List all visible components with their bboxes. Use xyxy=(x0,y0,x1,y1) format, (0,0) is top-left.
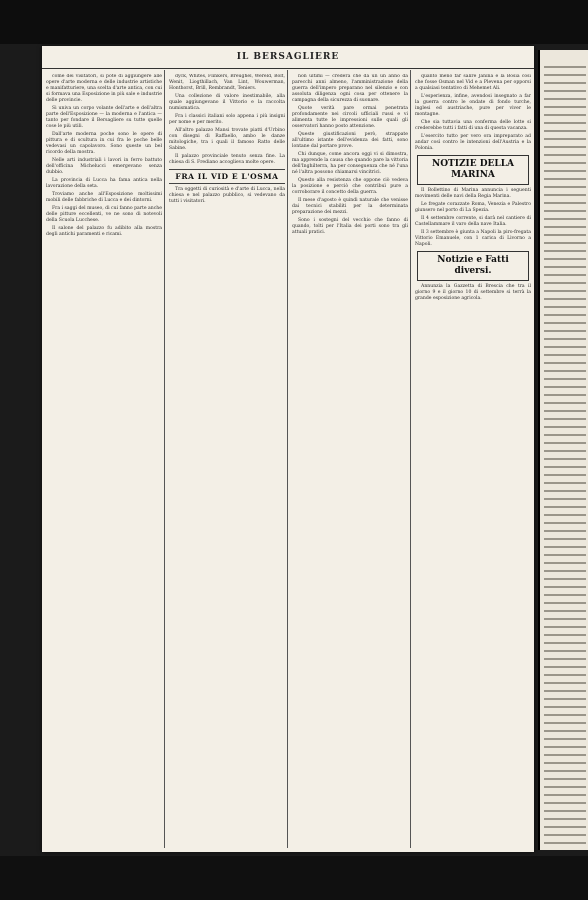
paragraph: Sono i sostegni del vecchio che fanno di quando, tolti per l'Italia dei porti sono tra gli attuali pratici. xyxy=(292,218,408,235)
paragraph: Il 4 settembre corrente, si darà nel cantiere di Castellammare il varo della nave Italia. xyxy=(415,216,531,227)
adjacent-page-edge xyxy=(538,50,588,850)
viewer-top-bar xyxy=(0,0,588,44)
paragraph: Il mese d'agosto è quindi naturale che venisse dai tecnici stabiliti per la determinata preparazione dei mezzi. xyxy=(292,198,408,215)
paragraph: quanto meno far salire Janina e la Bosia così che fosse Osman nel Vid e a Plevena per opporsi a qualsiasi tentativo di Mehemet Ali. xyxy=(415,74,531,91)
paragraph: Annunzia la Gazzetta di Brescia che tra il giorno 9 e il giorno 10 di settembre si terrà la grande esposizione agricola. xyxy=(415,284,531,301)
paragraph: Le fregate corazzate Roma, Venezia e Palestro giunsero nel porto di La Spezia. xyxy=(415,202,531,213)
masthead-title: IL BERSAGLIERE xyxy=(236,52,340,62)
paragraph: Il salone del palazzo fu adibito alla mostra degli antichi paramenti e ricami. xyxy=(46,226,162,237)
paragraph: non ultimi — crederà che da un un anno da parecchi anni almeno, l'amministrazione della guerra dell'impero preparano nel silenzio e con assoluta diligenza ogni cosa per ottenere la campagna della sicurezza di suonare. xyxy=(292,74,408,103)
paragraph: Una collezione di valore inestimabile, alla quale aggiungevano il Vittorio e la raccolta numismatica. xyxy=(169,94,285,111)
paragraph: Il palazzo provinciale tenuto senza fine. La chiesa di S. Frediano accoglieva molte opere. xyxy=(169,154,285,165)
column-rule xyxy=(164,70,165,848)
text-column-4 xyxy=(415,74,531,846)
paragraph: Dall'arte moderna poche sono le opere di pittura e di scultura in cui fra le poche belle vedevasi un capolavoro. Sono queste un bel ricordo della mostra. xyxy=(46,132,162,155)
paragraph: come dei visitatori, si potè di aggiungere alle opere d'arte moderna e delle industrie artistiche e manifatturiere, una scelta d'arte antica, con cui si formava una Esposizione in più sale e industrie delle provincie. xyxy=(46,74,162,103)
section-title-notizie: Notizie e Fatti diversi. xyxy=(437,255,509,276)
paragraph: Queste giustificazioni però, strappate all'ultimo istante dell'evidenza dei fatti, sono lontane dal portare prove. xyxy=(292,132,408,149)
text-column-2 xyxy=(169,74,285,846)
paragraph: L'esercito tutto per vero ora impreparato ad andar così contro le intenzioni dell'Austria e la Polonia. xyxy=(415,134,531,151)
paragraph: Nelle arti industriali i lavori in ferro battuto dell'officina Michelucci emergevano senza dubbio. xyxy=(46,158,162,175)
article-headline: FRA IL VID E L'OSMA xyxy=(175,172,279,181)
column-rule xyxy=(287,70,288,848)
paragraph: Quote verità pare ormai penetrata profondamente nei circoli ufficiali russi e vi alimenta tutte le impressioni sulle quali gli osservatori hanno posto attenzione. xyxy=(292,106,408,129)
paragraph: Il 3 settembre è giunta a Napoli la piro-fregata Vittorio Emanuele, con 1 carica di Livorno a Napoli. xyxy=(415,230,531,247)
paragraph: Il Bollettino di Marina annuncia i seguenti movimenti delle navi della Regia Marina. xyxy=(415,188,531,199)
section-title-marina: NOTIZIE DELLA MARINA xyxy=(431,159,515,180)
paragraph: Che sia tuttavia una conferma delle lotte si crederebbe tutti i fatti di una di questa vacanza. xyxy=(415,120,531,131)
paragraph: Troviamo anche all'Esposizione moltissimi mobili delle fabbriche di Lucca e dei dintorni. xyxy=(46,192,162,203)
paragraph: Tra oggetti di curiosità e d'arte di Lucca, nella chiesa e nel palazzo pubblico, si vedevano da tutti i visitatori. xyxy=(169,187,285,204)
paragraph: Questo alla resistenza che oppone ciò vedeva la posizione e perciò che contribuì pure a corroborare il concetto della guerra. xyxy=(292,178,408,195)
paragraph: Si univa un corpo volante dell'arte e dell'altra parte dell'Esposizione — la moderna e l'antica — tanto per fondare il Bersagliere su tutte quelle cose le più utili. xyxy=(46,106,162,129)
section-header-box xyxy=(417,155,529,185)
column-rule xyxy=(410,70,411,848)
newspaper-page xyxy=(42,46,534,852)
text-column-1 xyxy=(46,74,162,846)
page-header xyxy=(42,46,534,69)
adjacent-page-text xyxy=(540,60,588,850)
paragraph: All'altro palazzo Mansi trovate piatti d'Urbino con disegni di Raffaello, ambo le danze mitologiche, tra i quali il famoso Ratto delle Sabine. xyxy=(169,128,285,151)
paragraph: Chi dunque, come ancora oggi vi si dimostra, ma apprende la causa che quando pare la vittoria dell'Inghilterra, ha per conseguenza che né l'una né l'altra possono chiamarsi vincitrici. xyxy=(292,152,408,175)
viewer-bottom-bar xyxy=(0,856,588,900)
article-headline-box xyxy=(169,169,285,184)
paragraph: L'esperienza, infine, avendosi insegnato a far la guerra contro le ondate di fondo turche, inglesi ed austriache, pure per viver le montagne. xyxy=(415,94,531,117)
paragraph: Fra i saggi del museo, di cui fanno parte anche delle pitture eccellenti, ve ne sono di notevoli della Scuola Lucchese. xyxy=(46,206,162,223)
paragraph: La provincia di Lucca ha fama antica nella lavorazione della seta. xyxy=(46,178,162,189)
paragraph: dyck, Whites, Flinkers, Breughel, Wereld, Bolt, Wenit, Liogthillach, Van Lint, Wouwerman, Honthorst, Brill, Rembrandt, Teniers. xyxy=(169,74,285,91)
section-header-box xyxy=(417,251,529,281)
paragraph: Fra i classici italiani solo appena i più insigni per nome e per merito. xyxy=(169,114,285,125)
text-column-3 xyxy=(292,74,408,846)
